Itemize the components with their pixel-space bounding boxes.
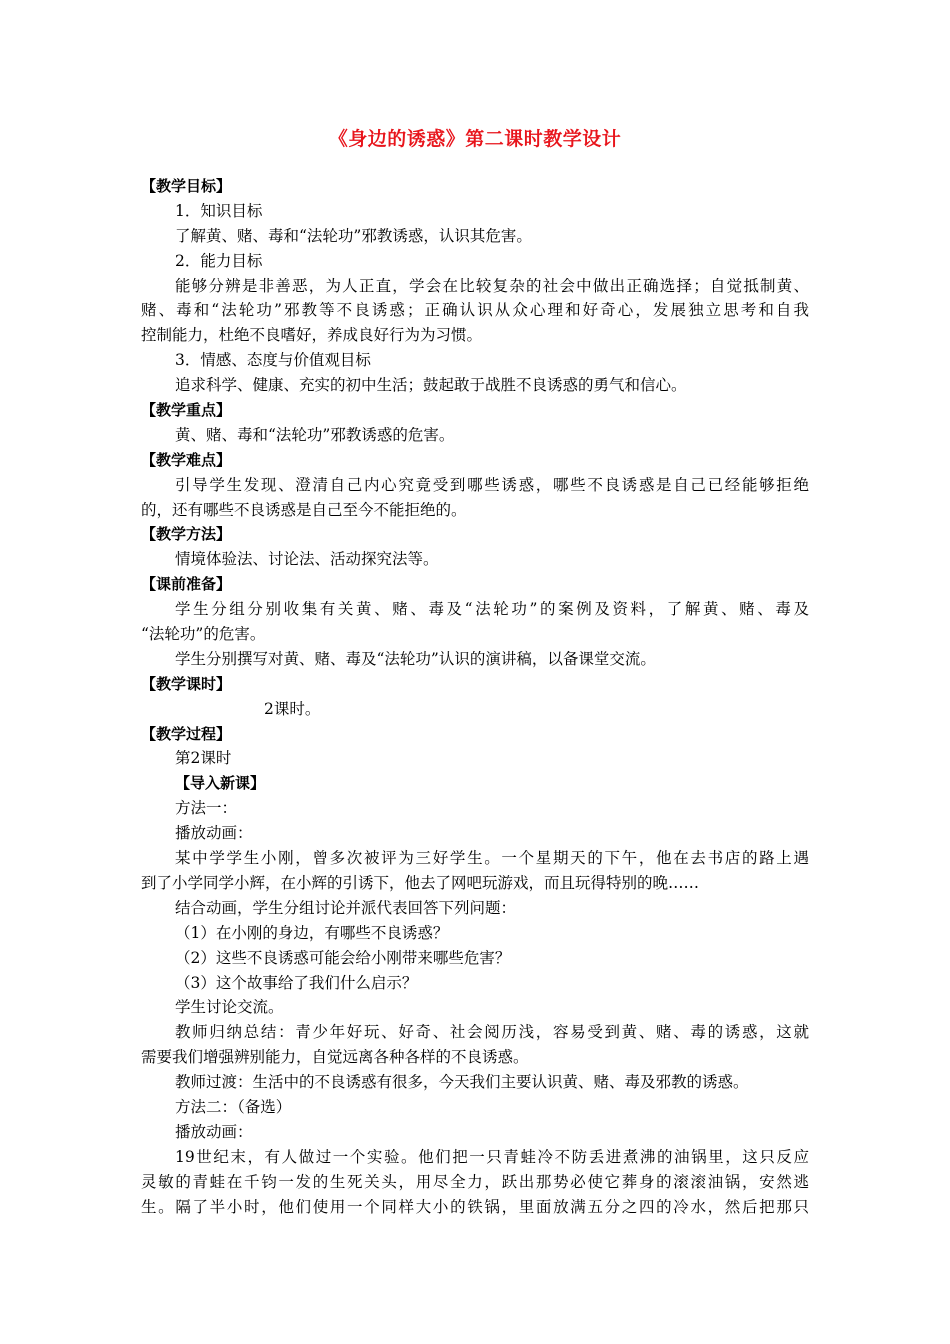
section-heading: 【教学重点】 (141, 401, 232, 420)
text-line: 到了小学同学小辉，在小辉的引诱下，他去了网吧玩游戏，而且玩得特别的晚…… (141, 873, 700, 892)
text-line: “法轮功”的危害。 (141, 625, 266, 644)
text-line: 引导学生发现、澄清自己内心究竟受到哪些诱惑，哪些不良诱惑是自己已经能够拒绝 (175, 475, 809, 494)
text-line: 情境体验法、讨论法、活动探究法等。 (175, 550, 439, 569)
text-line: 2．能力目标 (175, 251, 263, 270)
text-line: 方法一： (175, 799, 238, 818)
text-line: 学生分组分别收集有关黄、赌、毒及“法轮功”的案例及资料，了解黄、赌、毒及 (175, 600, 809, 619)
document-title: 《身边的诱惑》第二课时教学设计 (328, 128, 622, 150)
text-line: 播放动画： (175, 824, 253, 843)
section-heading: 【教学过程】 (141, 724, 232, 743)
section-heading: 【课前准备】 (141, 575, 232, 594)
text-line: 教师归纳总结：青少年好玩、好奇、社会阅历浅，容易受到黄、赌、毒的诱惑，这就 (175, 1023, 809, 1042)
text-line: 生。隔了半小时，他们使用一个同样大小的铁锅，里面放满五分之四的冷水，然后把那只 (141, 1197, 809, 1216)
text-line: 学生讨论交流。 (175, 998, 284, 1017)
text-line: 3．情感、态度与价值观目标 (175, 351, 371, 370)
text-line: 了解黄、赌、毒和“法轮功”邪教诱惑，认识其危害。 (175, 226, 532, 245)
text-line: 的，还有哪些不良诱惑是自己至今不能拒绝的。 (141, 500, 467, 519)
text-line: 灵敏的青蛙在千钧一发的生死关头，用尽全力，跃出那势必使它葬身的滚滚油锅，安然逃 (141, 1172, 809, 1191)
text-line: 某中学学生小刚，曾多次被评为三好学生。一个星期天的下午，他在去书店的路上遇 (175, 849, 809, 868)
text-line: 播放动画： (175, 1122, 253, 1141)
text-line: 第2课时 (175, 749, 232, 768)
text-line: 19世纪末，有人做过一个实验。他们把一只青蛙冷不防丢进煮沸的油锅里，这只反应 (175, 1147, 809, 1166)
section-heading: 【导入新课】 (175, 774, 266, 793)
section-heading: 【教学课时】 (141, 674, 232, 693)
text-line: 教师过渡：生活中的不良诱惑有很多，今天我们主要认识黄、赌、毒及邪教的诱惑。 (175, 1073, 749, 1092)
text-line: 追求科学、健康、充实的初中生活；鼓起敢于战胜不良诱惑的勇气和信心。 (175, 376, 687, 395)
text-line: 2课时。 (264, 699, 321, 718)
document-body (141, 174, 809, 1219)
text-line: （3）这个故事给了我们什么启示？ (175, 973, 418, 992)
text-line: 控制能力，杜绝不良嗜好，养成良好行为为习惯。 (141, 326, 483, 345)
text-line: 1．知识目标 (175, 201, 263, 220)
text-line: 能够分辨是非善恶，为人正直，学会在比较复杂的社会中做出正确选择；自觉抵制黄、 (175, 276, 809, 295)
text-line: 方法二：（备选） (175, 1097, 292, 1116)
text-line: （2）这些不良诱惑可能会给小刚带来哪些危害？ (175, 948, 511, 967)
section-heading: 【教学难点】 (141, 450, 232, 469)
text-line: 需要我们增强辨别能力，自觉远离各种各样的不良诱惑。 (141, 1048, 529, 1067)
text-line: 黄、赌、毒和“法轮功”邪教诱惑的危害。 (175, 425, 455, 444)
text-line: 赌、毒和“法轮功”邪教等不良诱惑；正确认识从众心理和好奇心，发展独立思考和自我 (141, 301, 809, 320)
section-heading: 【教学目标】 (141, 177, 232, 195)
text-line: 结合动画，学生分组讨论并派代表回答下列问题： (175, 898, 517, 917)
text-line: 学生分别撰写对黄、赌、毒及“法轮功”认识的演讲稿，以备课堂交流。 (175, 649, 656, 668)
text-line: （1）在小刚的身边，有哪些不良诱惑？ (175, 923, 449, 942)
section-heading: 【教学方法】 (141, 525, 232, 544)
